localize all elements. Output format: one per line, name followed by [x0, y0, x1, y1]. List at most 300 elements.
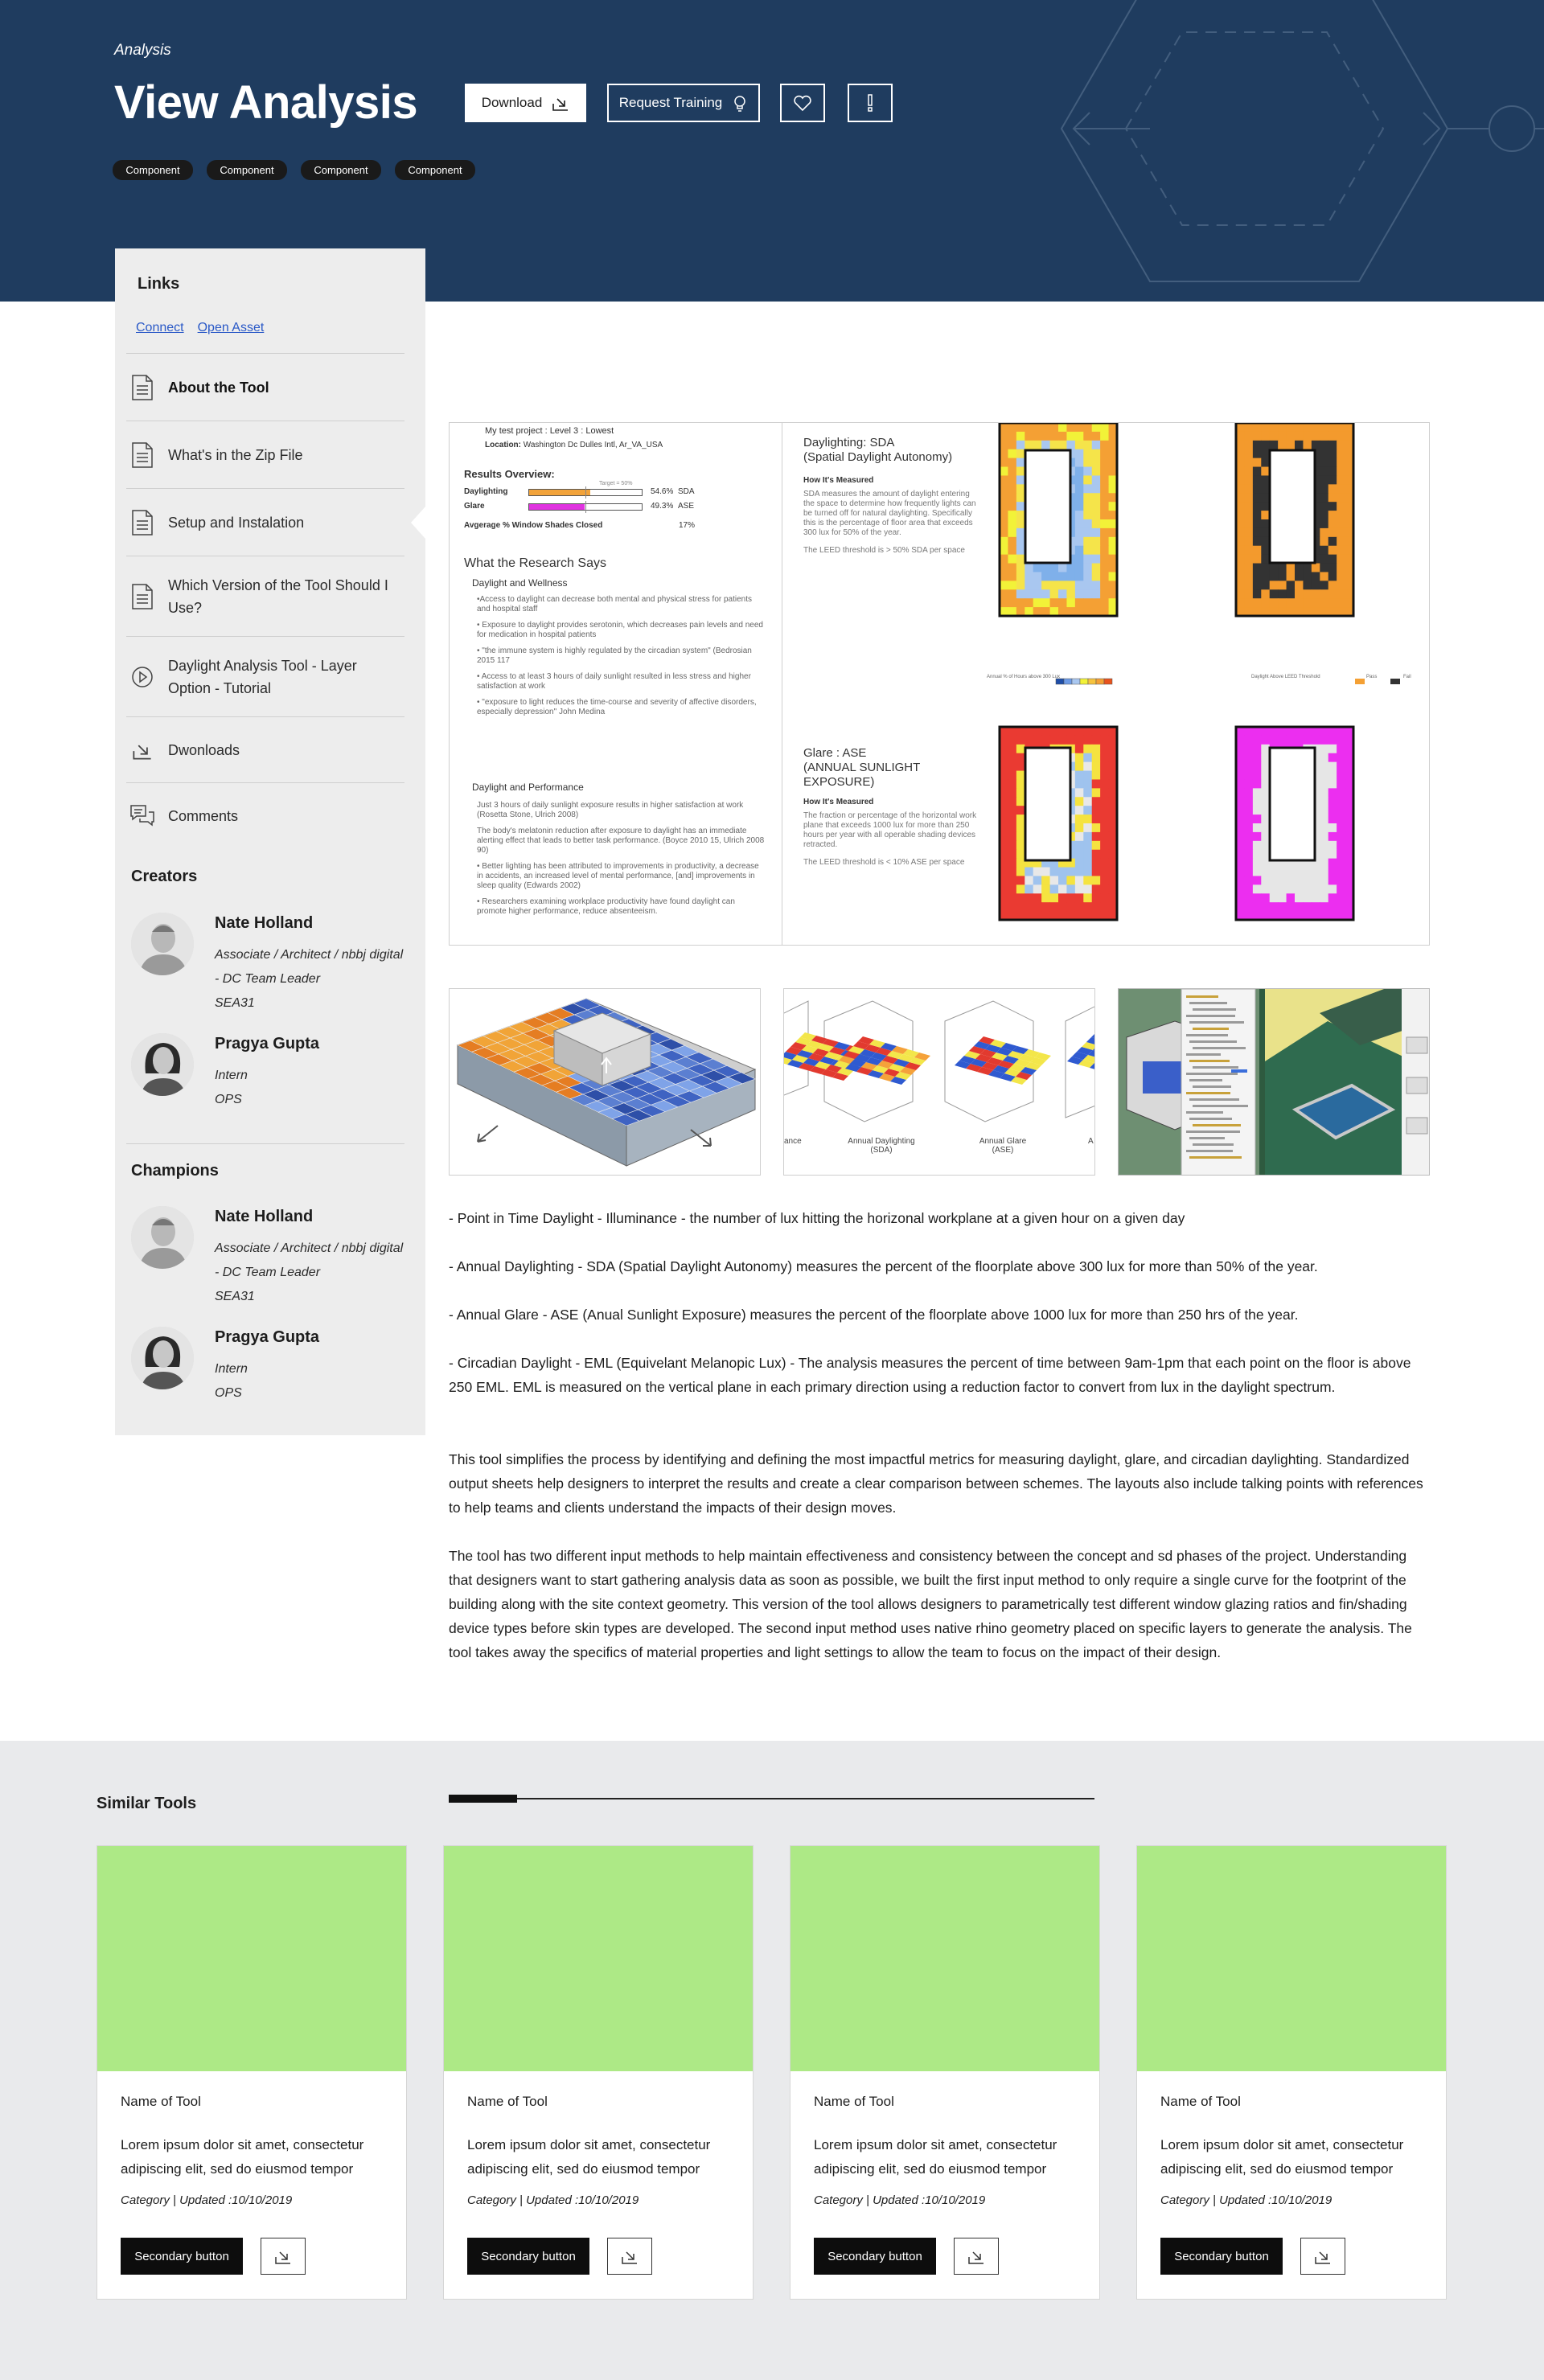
heatmap-cell: [1303, 598, 1312, 607]
heatmap-cell: [1100, 736, 1109, 745]
download-icon: [274, 2247, 292, 2265]
heatmap-cell: [1083, 449, 1092, 458]
heatmap-cell: [1328, 815, 1337, 823]
ui-list-line: [1186, 1130, 1240, 1133]
heatmap-cell: [1000, 823, 1008, 832]
heatmap-cell: [1075, 815, 1084, 823]
heatmap-cell: [1083, 736, 1092, 745]
heatmap-cell: [1075, 727, 1084, 736]
heatmap-cell: [1016, 581, 1025, 589]
heatmap-cell: [1075, 598, 1084, 607]
ui-list-line: [1189, 1156, 1242, 1159]
heatmap-cell: [1100, 598, 1109, 607]
heatmap-cell: [1008, 797, 1016, 806]
favorite-button[interactable]: [780, 84, 825, 122]
result-metric: ASE: [678, 502, 695, 511]
heatmap-cell: [1058, 893, 1067, 902]
heatmap-cell: [1092, 823, 1101, 832]
lightbulb-icon: [732, 94, 748, 112]
creator-card[interactable]: [131, 1033, 404, 1138]
heatmap-cell: [1041, 868, 1050, 876]
heatmap-cell: [1253, 832, 1262, 841]
heatmap-cell: [1244, 449, 1253, 458]
heatmap-cell: [1337, 893, 1345, 902]
heatmap-cell: [1312, 572, 1320, 581]
heatmap-cell: [1236, 797, 1245, 806]
heatmap-cell: [1000, 771, 1008, 780]
heatmap-cell: [1236, 475, 1245, 484]
heatmap-cell: [1236, 537, 1245, 546]
heatmap-cell: [1236, 484, 1245, 493]
heatmap-cell: [1303, 423, 1312, 432]
heatmap-cell: [1295, 736, 1304, 745]
heatmap-cell: [1244, 797, 1253, 806]
heatmap-cell: [1320, 806, 1328, 815]
heatmap-cell: [1083, 779, 1092, 788]
heatmap-cell: [1320, 458, 1328, 467]
heatmap-cell: [1253, 745, 1262, 753]
heatmap-cell: [1000, 432, 1008, 441]
heatmap-cell: [1328, 564, 1337, 572]
carousel-track[interactable]: [449, 1798, 1094, 1799]
heatmap-cell: [1008, 598, 1016, 607]
project-line: My test project : Level 3 : Lowest: [485, 426, 614, 436]
heatmap-cell: [1033, 884, 1042, 893]
legend-swatch: [1072, 679, 1080, 684]
heatmap-cell: [1075, 902, 1084, 911]
heatmap-cell: [1287, 598, 1296, 607]
heatmap-cell: [1058, 736, 1067, 745]
heatmap-cell: [1008, 475, 1016, 484]
heatmap-cell: [1008, 771, 1016, 780]
heatmap-cell: [1025, 441, 1033, 449]
heatmap-cell: [1083, 441, 1092, 449]
heatmap-cell: [1253, 876, 1262, 884]
heatmap-cell: [1008, 788, 1016, 797]
heatmap-cell: [1244, 475, 1253, 484]
heatmap-cell: [1261, 884, 1270, 893]
heatmap-cell: [1016, 859, 1025, 868]
heatmap-cell: [1295, 868, 1304, 876]
heatmap-cell: [1244, 511, 1253, 519]
component-chip[interactable]: Component: [207, 160, 287, 180]
heatmap-cell: [1244, 467, 1253, 476]
heatmap-cell: [1075, 736, 1084, 745]
heatmap-cell: [1083, 832, 1092, 841]
heatmap-cell: [1278, 736, 1287, 745]
heatmap-cell: [1253, 902, 1262, 911]
heatmap-cell: [1328, 528, 1337, 537]
heatmap-cell: [1236, 806, 1245, 815]
heatmap-cell: [1253, 502, 1262, 511]
comment-icon: [129, 804, 155, 828]
secondary-button[interactable]: Secondary button: [121, 2238, 243, 2275]
heatmap-cell: [1236, 893, 1245, 902]
heatmap-cell: [1008, 779, 1016, 788]
heatmap-cell: [1320, 884, 1328, 893]
creator-card[interactable]: [131, 913, 404, 1017]
heatmap-cell: [1337, 762, 1345, 771]
heatmap-cell: [1244, 441, 1253, 449]
heatmap-cell: [1083, 555, 1092, 564]
heatmap-cell: [1092, 884, 1101, 893]
heatmap-cell: [1016, 493, 1025, 502]
heatmap-cell: [1312, 876, 1320, 884]
ui-list-line: [1193, 1047, 1246, 1049]
tool-card-meta: Category | Updated :10/10/2019: [814, 2193, 986, 2207]
heatmap-cell: [1253, 753, 1262, 762]
heatmap-cell: [1320, 519, 1328, 528]
heatmap-cell: [1236, 736, 1245, 745]
download-icon: [1314, 2247, 1332, 2265]
heatmap-cell: [1075, 797, 1084, 806]
heatmap-cell: [1092, 736, 1101, 745]
heatmap-cell: [1092, 797, 1101, 806]
heatmap-cell: [1083, 598, 1092, 607]
heatmap-cell: [1025, 432, 1033, 441]
heatmap-cell: [1253, 572, 1262, 581]
tool-card-meta: Category | Updated :10/10/2019: [467, 2193, 639, 2207]
heatmap-cell: [1320, 449, 1328, 458]
ui-list-line: [1193, 1143, 1234, 1146]
page-title: View Analysis: [114, 76, 418, 129]
heatmap-cell: [1100, 815, 1109, 823]
request-training-label: Request Training: [618, 95, 723, 110]
heatmap-cell: [1278, 589, 1287, 598]
heatmap-cell: [1058, 432, 1067, 441]
heatmap-cell: [1236, 753, 1245, 762]
breadcrumb[interactable]: Analysis: [114, 42, 171, 59]
heatmap-cell: [1328, 823, 1337, 832]
heatmap-cell: [1000, 815, 1008, 823]
heatmap-cell: [1287, 902, 1296, 911]
heatmap-cell: [1083, 564, 1092, 572]
heatmap-cell: [1244, 423, 1253, 432]
report-button[interactable]: [848, 84, 893, 122]
champion-card[interactable]: [131, 1327, 404, 1431]
heatmap-cell: [1100, 902, 1109, 911]
heatmap-cell: [1075, 850, 1084, 859]
tool-card[interactable]: [96, 1845, 407, 2300]
performance-list: Just 3 hours of daily sunlight exposure results in higher satisfaction at work (Rosetta Stone, Ulrich 2008) The body's melatonin reduction after exposure to daylight has an immediate alerting effect that leads to better task performance. (Boyce 2010 15, Ulrich 2008 90) • Better lighting has been attributed to improvements in productivity, a decrease in accidents, an increased level of mental performance, [and] improvements in sleep quality (Edwards 2002) • Researchers examining workplace productivity have found daylight can promote higher performance, reduce absenteeism.: [477, 801, 765, 916]
heatmap-cell: [1066, 581, 1075, 589]
heatmap-cell: [1270, 581, 1279, 589]
wellness-heading: Daylight and Wellness: [472, 577, 568, 589]
wellness-list: •Access to daylight can decrease both mental and physical stress for patients and hospital staff • Exposure to daylight provides serotonin, which decreases pain levels and need for medication in hospital patients • "the immune system is highly regulated by the circadian system" (Bedrosian 2015 117 • Access to at least 3 hours of daily sunlight resulted in less stress and higher satisfaction at work • "exposure to light reduces the time-course and severity of affective disorders, especially depression" John Medina: [477, 595, 763, 716]
heatmap-cell: [1100, 753, 1109, 762]
results-heading: Results Overview:: [464, 468, 555, 480]
ui-list-line: [1186, 1053, 1221, 1056]
heatmap-cell: [1253, 458, 1262, 467]
heatmap-cell: [1058, 441, 1067, 449]
sidebar-item-tutorial[interactable]: [126, 636, 404, 716]
heatmap-cell: [1058, 589, 1067, 598]
heatmap-cell: [1100, 511, 1109, 519]
heatmap-cell: [1100, 475, 1109, 484]
ui-list-line: [1189, 1060, 1230, 1062]
heatmap-cell: [1083, 537, 1092, 546]
heatmap-cell: [1016, 484, 1025, 493]
heatmap-cell: [1278, 727, 1287, 736]
heatmap-cell: [1328, 850, 1337, 859]
heatmap-cell: [1000, 788, 1008, 797]
ui-list-line: [1193, 1008, 1236, 1011]
heatmap-cell: [1287, 423, 1296, 432]
heatmap-cell: [1075, 502, 1084, 511]
heatmap-cell: [1328, 736, 1337, 745]
heatmap-cell: [1008, 528, 1016, 537]
sidebar-item-zip-file[interactable]: [126, 421, 404, 488]
tool-card-title: Name of Tool: [467, 2094, 548, 2109]
heatmap-cell: [1253, 859, 1262, 868]
component-chip[interactable]: Component: [395, 160, 475, 180]
heatmap-cell: [1287, 868, 1296, 876]
heatmap-cell: [1092, 589, 1101, 598]
heatmap-cell: [1244, 528, 1253, 537]
download-button[interactable]: [954, 2238, 999, 2275]
secondary-button[interactable]: Secondary button: [467, 2238, 589, 2275]
heatmap-cell: [1016, 823, 1025, 832]
heatmap-cell: [1253, 797, 1262, 806]
heatmap-cell: [1328, 884, 1337, 893]
heatmap-cell: [1253, 771, 1262, 780]
heatmap-cell: [1100, 762, 1109, 771]
heatmap-cell: [1041, 572, 1050, 581]
component-chip[interactable]: Component: [301, 160, 381, 180]
heatmap-cell: [1244, 868, 1253, 876]
heatmap-cell: [1236, 859, 1245, 868]
download-button[interactable]: [607, 2238, 652, 2275]
heatmap-cell: [1328, 868, 1337, 876]
component-chip[interactable]: Component: [113, 160, 193, 180]
heatmap-cell: [1253, 868, 1262, 876]
heatmap-cell: [1008, 850, 1016, 859]
heatmap-cell: [1025, 564, 1033, 572]
heart-icon: [793, 94, 812, 112]
heatmap-cell: [1337, 797, 1345, 806]
heatmap-cell: [1100, 441, 1109, 449]
tool-card-meta: Category | Updated :10/10/2019: [121, 2193, 293, 2207]
heatmap-cell: [1016, 736, 1025, 745]
heatmap-cell: [1236, 876, 1245, 884]
heatmap-cell: [1100, 859, 1109, 868]
heatmap-cell: [1092, 467, 1101, 476]
heatmap-cell: [1320, 511, 1328, 519]
download-button[interactable]: [261, 2238, 306, 2275]
heatmap-cell: [1100, 581, 1109, 589]
heatmap-cell: [1016, 511, 1025, 519]
heatmap-cell: [1016, 441, 1025, 449]
heatmap-cell: [1295, 876, 1304, 884]
heatmap-cell: [1092, 564, 1101, 572]
heatmap-cell: [1244, 806, 1253, 815]
thumbnail-3d-model[interactable]: [449, 988, 761, 1176]
avatar: [131, 1327, 194, 1389]
heatmap-cell: [1303, 589, 1312, 598]
heatmap-cell: [1092, 832, 1101, 841]
heatmap-cell: [1270, 902, 1279, 911]
open-asset-link[interactable]: Open Asset: [197, 321, 265, 334]
secondary-button[interactable]: Secondary button: [1160, 2238, 1283, 2275]
ui-list-line: [1186, 1034, 1228, 1036]
heatmap-cell: [1000, 589, 1008, 598]
download-button[interactable]: [465, 84, 586, 122]
heatmap-cell: [1320, 771, 1328, 780]
heatmap-cell: [1092, 753, 1101, 762]
heatmap-cell: [1320, 555, 1328, 564]
heatmap-cell: [1244, 519, 1253, 528]
legend-swatch: [1355, 679, 1365, 684]
heatmap-cell: [1066, 727, 1075, 736]
heatmap-cell: [1092, 449, 1101, 458]
heatmap-cell: [1261, 432, 1270, 441]
champion-name: Nate Holland: [215, 1208, 314, 1225]
heatmap-cell: [1328, 572, 1337, 581]
heatmap-cell: [1083, 502, 1092, 511]
avatar: [131, 913, 194, 975]
heatmap-cell: [1303, 902, 1312, 911]
heatmap-cell: [1066, 441, 1075, 449]
heatmap-cell: [1016, 589, 1025, 598]
heatmap-cell: [1253, 736, 1262, 745]
heatmap-cell: [1075, 528, 1084, 537]
creator-role: Intern OPS: [215, 1069, 248, 1106]
heatmap-cell: [1092, 537, 1101, 546]
heatmap-cell: [1025, 876, 1033, 884]
heatmap-cell: [1320, 423, 1328, 432]
heatmap-cell: [1320, 546, 1328, 555]
heatmap-cell: [1066, 736, 1075, 745]
heatmap-cell: [1253, 528, 1262, 537]
champion-card[interactable]: [131, 1206, 404, 1311]
heatmap-cell: [1100, 727, 1109, 736]
heatmap-cell: [1075, 537, 1084, 546]
ui-list-line: [1189, 1021, 1244, 1024]
component-chips: [113, 160, 475, 180]
heatmap-cell: [1328, 902, 1337, 911]
heatmap-cell: [1016, 528, 1025, 537]
result-percent: 54.6%: [651, 487, 674, 496]
heatmap-cell: [1083, 493, 1092, 502]
heatmap-cell: [1312, 868, 1320, 876]
ui-list-line: [1193, 1124, 1241, 1126]
heatmap-cell: [1000, 493, 1008, 502]
heatmap-cell: [1337, 441, 1345, 449]
tool-card[interactable]: [790, 1845, 1100, 2300]
sidebar-item-downloads[interactable]: [126, 716, 404, 782]
heatmap-cell: [1008, 432, 1016, 441]
heatmap-cell: [1320, 823, 1328, 832]
heatmap-cell: [1075, 779, 1084, 788]
sidebar-item-label: Dwonloads: [168, 741, 240, 758]
heatmap-cell: [1058, 884, 1067, 893]
sidebar-item-setup[interactable]: [126, 488, 404, 556]
connect-link[interactable]: Connect: [136, 321, 184, 334]
heatmap-cell: [1050, 876, 1059, 884]
heatmap-cell: [1000, 745, 1008, 753]
result-label: Glare: [464, 502, 485, 511]
heatmap-cell: [1328, 537, 1337, 546]
heatmap-cell: [1008, 581, 1016, 589]
heatmap-cell: [1041, 902, 1050, 911]
heatmap-cell: [1083, 762, 1092, 771]
heatmap-cell: [1328, 458, 1337, 467]
sidebar-item-label: Daylight Analysis Tool - Layer Option - Tutorial: [168, 657, 357, 696]
heatmap-cell: [1253, 779, 1262, 788]
creator-name: Pragya Gupta: [215, 1035, 320, 1053]
heatmap-cell: [1236, 884, 1245, 893]
secondary-button[interactable]: Secondary button: [814, 2238, 936, 2275]
heatmap-cell: [1270, 441, 1279, 449]
thumbnail-software-ui[interactable]: [1118, 988, 1430, 1176]
heatmap-cell: [1092, 441, 1101, 449]
heatmap-cell: [1000, 598, 1008, 607]
heatmap-cell: [1008, 753, 1016, 762]
heatmap-cell: [1244, 589, 1253, 598]
heatmap-cell: [1008, 441, 1016, 449]
heatmap-cell: [1328, 893, 1337, 902]
heatmap-cell: [1320, 797, 1328, 806]
heatmap-cell: [1083, 859, 1092, 868]
heatmap-cell: [1083, 581, 1092, 589]
heatmap-cell: [1092, 815, 1101, 823]
thumbnail-annual-comparison[interactable]: [783, 988, 1095, 1176]
heatmap-cell: [1236, 564, 1245, 572]
heatmap-cell: [1270, 727, 1279, 736]
heatmap-cell: [1075, 893, 1084, 902]
heatmap-cell: [1253, 546, 1262, 555]
heatmap-cell: [1008, 876, 1016, 884]
heatmap-cell: [1236, 441, 1245, 449]
heatmap-cell: [1320, 467, 1328, 476]
sda-threshold: The LEED threshold is > 50% SDA per space: [803, 546, 965, 555]
heatmap-core: [1025, 748, 1070, 860]
heatmap-cell: [1083, 884, 1092, 893]
heatmap-cell: [1041, 581, 1050, 589]
carousel-thumb[interactable]: [449, 1795, 517, 1803]
ase-description: The fraction or percentage of the horizontal work plane that exceeds 1000 lux for more than 250 hours per year with all operable shading devices retracted.: [803, 811, 977, 849]
tool-card[interactable]: [1136, 1845, 1447, 2300]
heatmap-cell: [1287, 727, 1296, 736]
heatmap-cell: [1244, 458, 1253, 467]
tool-card-title: Name of Tool: [814, 2094, 894, 2109]
heatmap-cell: [1337, 528, 1345, 537]
sidebar-item-comments[interactable]: [126, 782, 404, 848]
request-training-button[interactable]: [607, 84, 760, 122]
heatmap-cell: [1092, 902, 1101, 911]
heatmap-cell: [1295, 884, 1304, 893]
heatmap-cell: [1244, 432, 1253, 441]
heatmap-cell: [1253, 493, 1262, 502]
heatmap-cell: [1083, 745, 1092, 753]
heatmap-cell: [1261, 589, 1270, 598]
heatmap-cell: [1328, 546, 1337, 555]
heatmap-cell: [1016, 806, 1025, 815]
heatmap-cell: [1016, 841, 1025, 850]
tool-card[interactable]: [443, 1845, 754, 2300]
heatmap-cell: [1075, 823, 1084, 832]
heatmap-cell: [1261, 572, 1270, 581]
heatmap-cell: [1320, 537, 1328, 546]
heatmap-cell: [1236, 449, 1245, 458]
heatmap-cell: [1100, 519, 1109, 528]
sidebar-item-which-version[interactable]: [126, 556, 404, 636]
sidebar-nav: [126, 353, 404, 848]
sidebar-item-about-the-tool[interactable]: [126, 353, 404, 421]
download-button[interactable]: [1300, 2238, 1345, 2275]
heatmap-cell: [1083, 528, 1092, 537]
heatmap-cell: [1092, 893, 1101, 902]
